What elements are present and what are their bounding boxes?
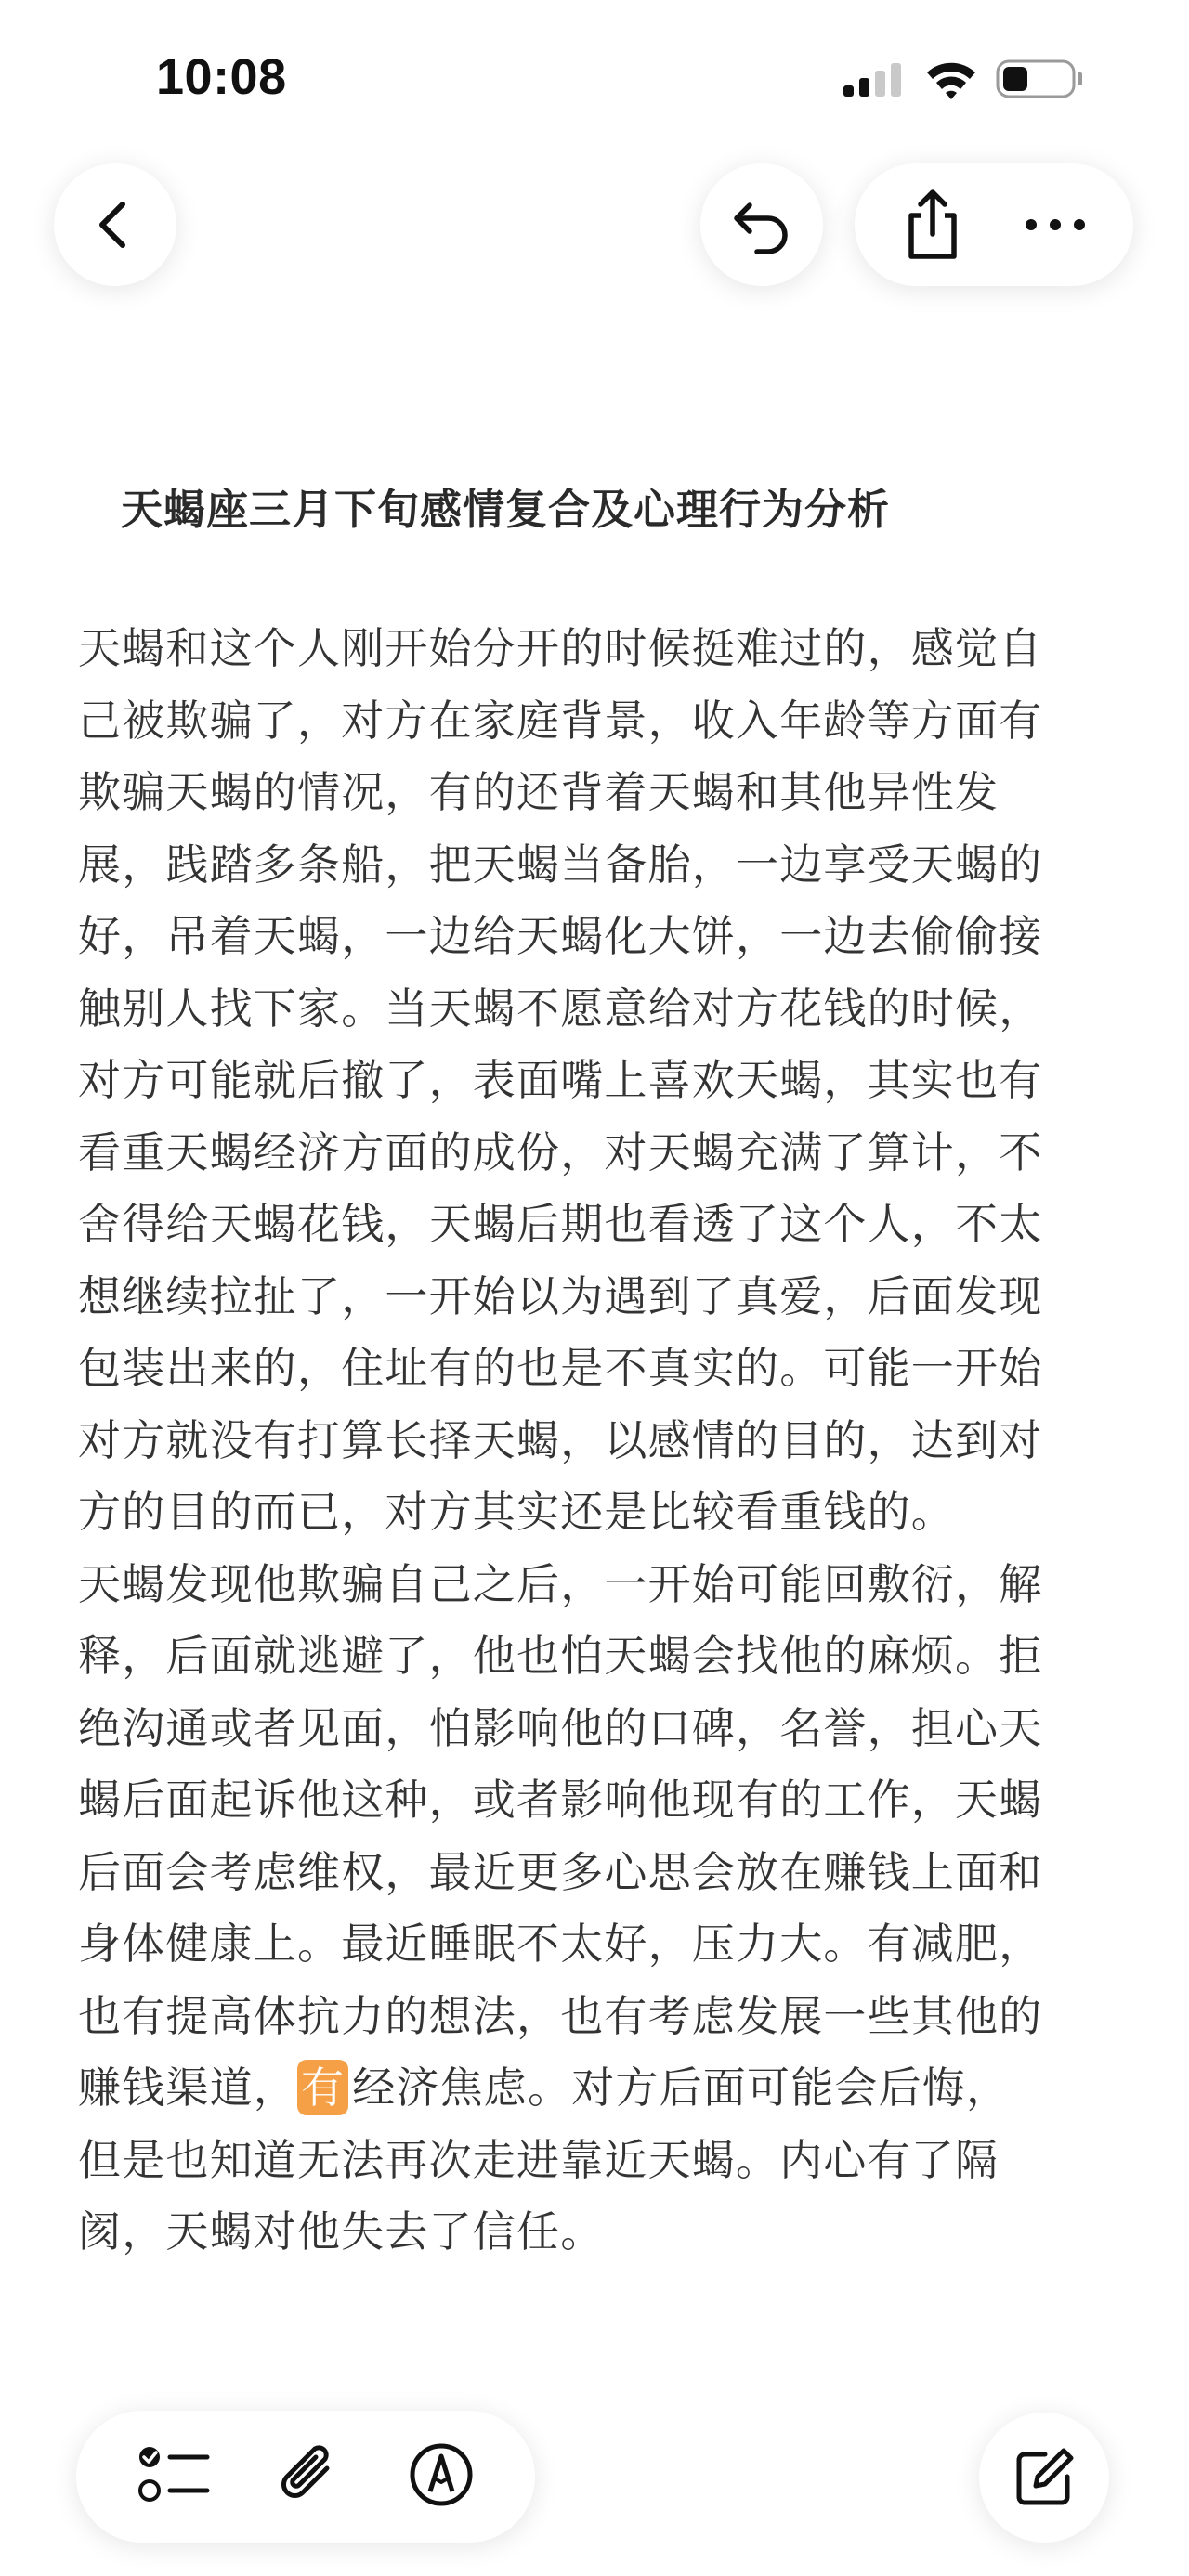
chevron-left-icon xyxy=(87,197,143,253)
note-line: 后面会考虑维权，最近更多心思会放在赚钱上面和 xyxy=(78,1846,1043,1897)
note-line: 想继续拉扯了，一开始以为遇到了真爱，后面发现 xyxy=(78,1270,1043,1321)
note-body[interactable] xyxy=(78,613,1111,2269)
note-line-highlighted xyxy=(78,2052,1111,2125)
highlighted-word: 有 xyxy=(297,2060,348,2115)
note-line: 方的目的而已，对方其实还是比较看重钱的。 xyxy=(78,1487,955,1537)
wifi-icon xyxy=(923,58,979,102)
paperclip-icon xyxy=(277,2440,342,2509)
note-line: 好，吊着天蝎，一边给天蝎化大饼，一边去偷偷接 xyxy=(78,911,1043,961)
note-line: 释，后面就逃避了，他也怕天蝎会找他的麻烦。拒 xyxy=(78,1631,1043,1681)
undo-button[interactable] xyxy=(700,163,823,286)
note-line-prefix: 赚钱渠道， xyxy=(78,2062,297,2113)
cellular-signal-icon xyxy=(842,61,907,98)
checklist-button[interactable] xyxy=(137,2442,211,2511)
markup-button[interactable] xyxy=(408,2441,475,2512)
note-line: 己被欺骗了，对方在家庭背景，收入年龄等方面有 xyxy=(78,695,1043,746)
note-line: 看重天蝎经济方面的成份，对天蝎充满了算计，不 xyxy=(78,1126,1043,1177)
note-line: 天蝎和这个人刚开始分开的时候挺难过的，感觉自 xyxy=(78,623,1043,673)
note-line: 但是也知道无法再次走进靠近天蝎。内心有了隔 xyxy=(78,2134,1000,2185)
note-line: 身体健康上。最近睡眠不太好，压力大。有减肥， xyxy=(78,1919,1043,1969)
attachment-button[interactable] xyxy=(277,2440,342,2513)
markup-pen-icon xyxy=(408,2441,475,2508)
bottom-toolbar xyxy=(76,2411,535,2543)
compose-button[interactable] xyxy=(979,2413,1109,2543)
note-title[interactable]: 天蝎座三月下旬感情复合及心理行为分析 xyxy=(121,485,891,534)
note-line: 触别人找下家。当天蝎不愿意给对方花钱的时候， xyxy=(78,982,1043,1034)
note-line: 欺骗天蝎的情况，有的还背着天蝎和其他异性发 xyxy=(78,767,1000,817)
more-icon xyxy=(1023,215,1088,234)
note-line: 展，践踏多条船，把天蝎当备胎，一边享受天蝎的 xyxy=(78,839,1043,890)
status-time: 10:08 xyxy=(156,49,287,105)
note-line: 阂，天蝎对他失去了信任。 xyxy=(78,2206,605,2257)
compose-icon xyxy=(1012,2445,1077,2510)
undo-icon xyxy=(729,192,794,257)
note-line-suffix: 经济焦虑。对方后面可能会后悔， xyxy=(352,2062,1011,2113)
share-more-group xyxy=(855,163,1133,286)
note-line: 天蝎发现他欺骗自己之后，一开始可能回敷衍，解 xyxy=(78,1558,1043,1609)
note-line: 对方就没有打算长择天蝎，以感情的目的，达到对 xyxy=(78,1414,1043,1465)
note-line: 绝沟通或者见面，怕影响他的口碑，名誉，担心天 xyxy=(78,1702,1043,1753)
note-line: 蝎后面起诉他这种，或者影响他现有的工作，天蝎 xyxy=(78,1775,1043,1825)
share-icon xyxy=(900,188,965,262)
note-line: 对方可能就后撤了，表面嘴上喜欢天蝎，其实也有 xyxy=(78,1055,1043,1105)
back-button[interactable] xyxy=(54,163,176,286)
battery-icon xyxy=(996,58,1085,100)
checklist-icon xyxy=(137,2442,211,2507)
note-line: 包装出来的，住址有的也是不真实的。可能一开始 xyxy=(78,1343,1043,1393)
note-line: 也有提高体抗力的想法，也有考虑发展一些其他的 xyxy=(78,1990,1043,2041)
more-button[interactable] xyxy=(1009,178,1102,271)
status-bar xyxy=(0,0,1189,158)
share-button[interactable] xyxy=(886,178,979,271)
note-line: 舍得给天蝎花钱，天蝎后期也看透了这个人，不太 xyxy=(78,1199,1043,1249)
